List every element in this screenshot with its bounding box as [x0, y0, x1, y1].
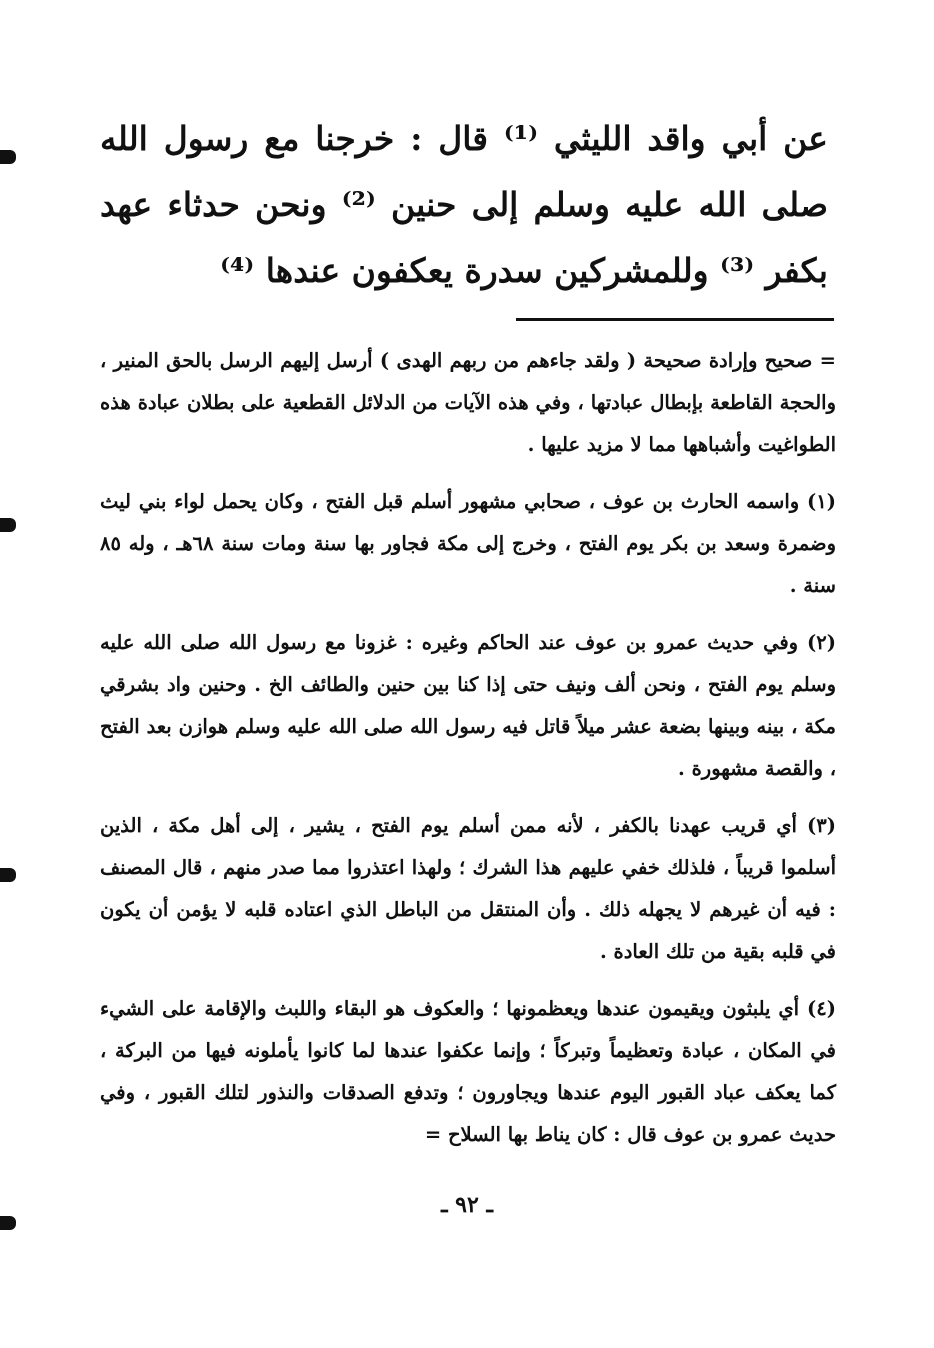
scan-edge-mark	[0, 518, 16, 532]
footnotes-section	[100, 340, 836, 1171]
main-paragraph: عن أبي واقد الليثي ⁽¹⁾ قال : خرجنا مع رسول الله صلى الله عليه وسلم إلى حنين ⁽²⁾ ونحن حدثاء عهد بكفر ⁽³⁾ وللمشركين سدرة يعكفون عندها ⁽⁴⁾	[100, 119, 828, 290]
footnote-1: (١) واسمه الحارث بن عوف ، صحابي مشهور أسلم قبل الفتح ، وكان يحمل لواء بني ليث وضمرة وسعد بن بكر يوم الفتح ، وخرج إلى مكة فجاور بها سنة ومات سنة ٦٨هـ ، وله ٨٥ سنة .	[100, 490, 836, 597]
footnote-4: (٤) أي يلبثون ويقيمون عندها ويعظمونها ؛ والعكوف هو البقاء واللبث والإقامة على الشيء في المكان ، عبادة وتعظيماً وتبركاً ؛ وإنما عكفوا عندها لما كانوا يأملونه فيها من البركة ، كما يعكف عباد القبور اليوم عندها ويجاورون ؛ وتدفع الصدقات والنذور لتلك القبور ، وفي حديث عمرو بن عوف قال : كان يناط بها السلاح =	[100, 997, 836, 1146]
footnote-continuation: = صحيح وإرادة صحيحة ( ولقد جاءهم من ربهم الهدى ) أرسل إليهم الرسل بالحق المنير ، والحجة القاطعة بإبطال عبادتها ، وفي هذه الآيات من الدلائل القطعية على بطلان عبادة هذه الطواغيت وأشباهها مما لا مزيد عليها .	[100, 349, 836, 456]
scan-edge-mark	[0, 150, 16, 164]
scan-edge-mark	[0, 1216, 16, 1230]
footnote-3: (٣) أي قريب عهدنا بالكفر ، لأنه ممن أسلم يوم الفتح ، يشير ، إلى أهل مكة ، الذين أسلموا قريباً ، فلذلك خفي عليهم هذا الشرك ؛ ولهذا اعتذروا مما صدر منهم ، قال المصنف : فيه أن غيرهم لا يجهله ذلك . وأن المنتقل من الباطل الذي اعتاده قلبه لا يؤمن أن يكون في قلبه بقية من تلك العادة .	[100, 814, 836, 963]
footnote-2: (٢) وفي حديث عمرو بن عوف عند الحاكم وغيره : غزونا مع رسول الله صلى الله عليه وسلم يوم الفتح ، ونحن ألف ونيف حتى إذا كنا بين حنين والطائف الخ . وحنين واد بشرقي مكة ، بينه وبينها بضعة عشر ميلاً قاتل فيه رسول الله صلى الله عليه وسلم هوازن بعد الفتح ، والقصة مشهورة .	[100, 631, 836, 780]
footnote-separator	[516, 318, 834, 321]
main-hadith-text	[100, 106, 828, 304]
scan-edge-mark	[0, 868, 16, 882]
page-number: ـ ٩٢ ـ	[441, 1192, 493, 1218]
